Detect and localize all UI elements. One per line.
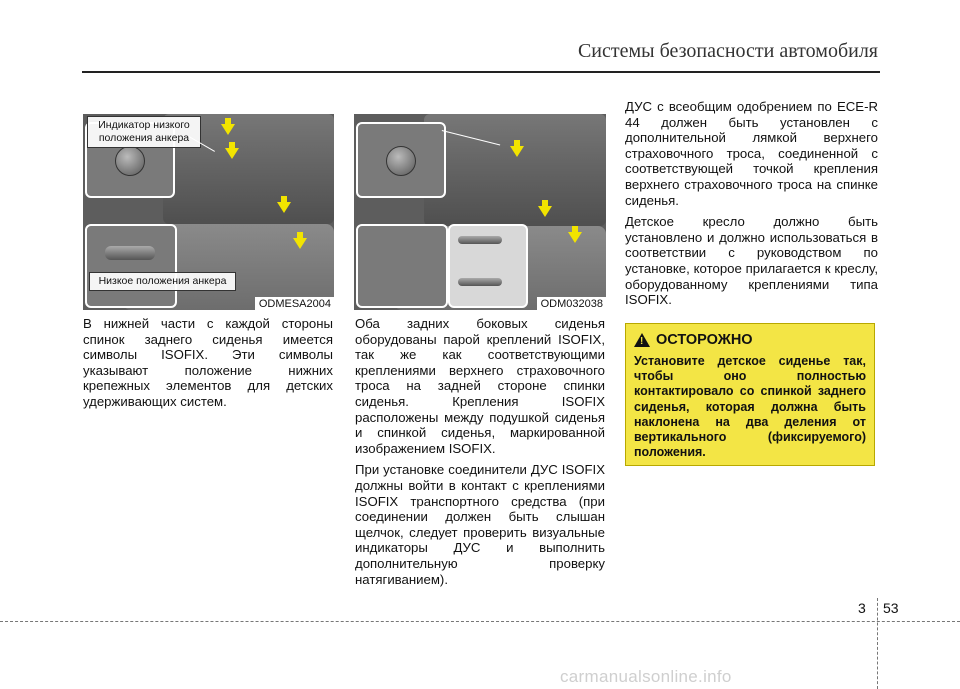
paragraph: Оба задних боковых сиденья оборудованы парой креплений ISOFIX, так же как соответствующими креплениями верхнего страховочного троса на задней стороне спинки сиденья. Крепления ISOFIX расположены между подушкой сиденья и спинкой сиденья, маркированной изображением ISOFIX. [355, 316, 605, 456]
isofix-symbol-icon [386, 146, 416, 176]
inset-anchor-closeup [85, 224, 177, 308]
text-column-2 [355, 316, 605, 593]
page-number: 53 [883, 600, 899, 616]
figure-code: ODMESA2004 [255, 297, 334, 310]
inset-isofix-symbol-closeup [356, 122, 446, 198]
figure-isofix-lower-anchor-indicator [83, 114, 334, 310]
caution-title: ОСТОРОЖНО [656, 332, 753, 348]
anchor-bar-icon [105, 246, 155, 260]
text-column-1 [83, 316, 333, 416]
caution-text: Установите детское сиденье так, чтобы оно полностью контактировало со спинкой заднего сиденья, которая должна быть наклонена на два деления от вертикального (фиксируемого) положения. [634, 354, 866, 460]
anchor-arrow-icon [225, 148, 239, 159]
callout-low-anchor-position: Низкое положения анкера [89, 272, 236, 291]
caution-header [634, 332, 866, 348]
page-header-title: Системы безопасности автомобиля [577, 40, 878, 62]
anchor-arrow-icon [277, 202, 291, 213]
paragraph: Детское кресло должно быть установлено и должно использоваться в соответствии с руководством по установке, которое прилагается к креслу, оборудованному креплениями типа ISOFIX. [625, 214, 878, 308]
rear-seatback-image [424, 114, 606, 226]
header-rule [82, 71, 880, 73]
inset-seat-gap-closeup [356, 224, 448, 308]
text-column-3 [625, 99, 878, 314]
chapter-number: 3 [858, 600, 866, 616]
figure-code: ODM032038 [537, 297, 606, 310]
inset-anchor-bars-closeup [448, 224, 528, 308]
paragraph: При установке соединители ДУС ISOFIX должны войти в контакт с креплениями ISOFIX транспортного средства (при соединении должен быть слышан щелчок, следует проверить визуальные индикаторы ДУС и выполнить дополнительную проверку натягиванием). [355, 462, 605, 587]
watermark-text: carmanualsonline.info [560, 667, 732, 686]
indicator-button-icon [115, 146, 145, 176]
footer-rule [0, 621, 960, 622]
caution-box [625, 323, 875, 466]
paragraph: В нижней части с каждой стороны спинок заднего сиденья имеется символы ISOFIX. Эти символы указывают положение нижних крепежных элементов для детских удерживающих систем. [83, 316, 333, 409]
anchor-bar-icon [458, 278, 502, 286]
footer-divider [877, 598, 878, 689]
anchor-arrow-icon [568, 232, 582, 243]
warning-triangle-icon: ! [634, 333, 650, 347]
paragraph: ДУС с всеобщим одобрением по ECE-R 44 должен быть установлен с дополнительной лямкой верхнего страховочного троса, соединенной с соответствующей точкой крепления верхнего страховочного троса на спинке сиденья. [625, 99, 878, 208]
anchor-arrow-icon [510, 146, 524, 157]
anchor-arrow-icon [293, 238, 307, 249]
anchor-arrow-icon [538, 206, 552, 217]
figure-isofix-anchors-location [354, 114, 606, 310]
anchor-bar-icon [458, 236, 502, 244]
anchor-arrow-icon [221, 124, 235, 135]
callout-low-anchor-indicator: Индикатор низкого положения анкера [87, 116, 201, 148]
